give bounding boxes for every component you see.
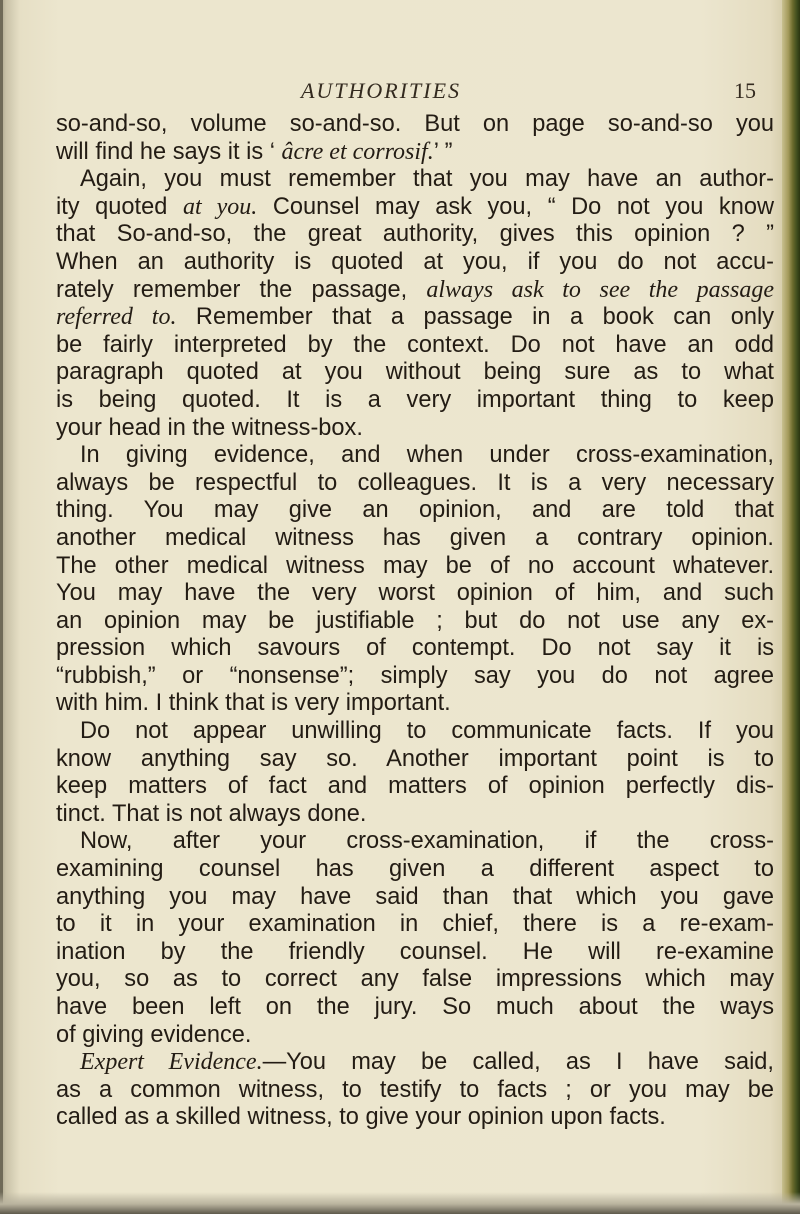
text-run: Do not appear unwilling to communicate facts. If you	[80, 718, 774, 745]
text-line	[56, 828, 774, 856]
italic-text: always ask to see the passage	[426, 276, 774, 303]
text-run: called as a skilled witness, to give your opinion upon facts.	[56, 1104, 666, 1131]
text-run: paragraph quoted at you without being sure as to what	[56, 359, 774, 386]
text-line	[56, 663, 774, 691]
text-line	[56, 1104, 774, 1132]
text-run: ination by the friendly counsel. He will re-examine	[56, 938, 774, 965]
text-run: know anything say so. Another important point is to	[56, 745, 774, 772]
text-line	[56, 221, 774, 249]
text-run: “rubbish,” or “nonsense”; simply say you do not agree	[56, 662, 774, 689]
page-left-edge	[0, 0, 3, 1214]
text-line	[56, 470, 774, 498]
running-head-title: AUTHORITIES	[300, 78, 462, 103]
text-line	[56, 939, 774, 967]
text-line	[56, 994, 774, 1022]
text-run: —You may be called, as I have said,	[262, 1049, 774, 1076]
text-run: always be respectful to colleagues. It is a very necessary	[56, 469, 774, 496]
text-run: to it in your examination in chief, there is a re-exam-	[56, 911, 774, 938]
text-line	[56, 746, 774, 774]
text-run: Counsel may ask you, “ Do not you know	[257, 193, 774, 220]
text-line	[56, 194, 774, 222]
italic-text: âcre et corrosif.	[281, 138, 434, 165]
text-run: Again, you must remember that you may have an author-	[80, 166, 774, 193]
text-run: You may have the very worst opinion of him, and such	[56, 580, 774, 607]
text-run: have been left on the jury. So much about the ways	[56, 994, 774, 1020]
text-line	[56, 773, 774, 801]
text-run: be fairly interpreted by the context. Do not have an odd	[56, 331, 774, 358]
text-run: ’ ”	[433, 138, 453, 165]
text-run: anything you may have said than that which you gave	[56, 883, 774, 910]
text-line	[56, 111, 774, 139]
text-line	[56, 690, 774, 718]
text-line	[56, 277, 774, 305]
text-run: In giving evidence, and when under cross-examination,	[80, 442, 774, 469]
italic-text: referred to.	[56, 304, 177, 331]
text-line	[56, 580, 774, 608]
text-line	[56, 1022, 774, 1050]
text-line	[56, 304, 774, 332]
text-line	[56, 525, 774, 553]
text-line	[56, 718, 774, 746]
book-spine-edge	[782, 0, 800, 1214]
text-line	[56, 884, 774, 912]
text-line	[56, 415, 774, 443]
text-line	[56, 966, 774, 994]
italic-text: at you.	[182, 193, 258, 220]
text-line	[56, 497, 774, 525]
text-run: you, so as to correct any false impressions which may	[56, 966, 774, 993]
text-run: keep matters of fact and matters of opinion perfectly dis-	[56, 773, 774, 800]
text-line	[56, 139, 774, 167]
text-run: is being quoted. It is a very important thing to keep	[56, 386, 774, 413]
text-run: thing. You may give an opinion, and are told that	[56, 497, 774, 524]
text-run: When an authority is quoted at you, if you do not accu-	[56, 248, 774, 275]
text-line	[56, 608, 774, 636]
text-line	[56, 911, 774, 939]
text-line	[56, 332, 774, 360]
text-run: tinct. That is not always done.	[56, 800, 367, 827]
text-run: an opinion may be justifiable ; but do not use any ex-	[56, 607, 774, 634]
text-line	[56, 635, 774, 663]
text-run: pression which savours of contempt. Do not say it is	[56, 635, 774, 662]
text-run: The other medical witness may be of no account whatever.	[56, 552, 774, 579]
text-line	[56, 1077, 774, 1105]
text-run: examining counsel has given a different aspect to	[56, 856, 774, 883]
text-line	[56, 359, 774, 387]
text-run: with him. I think that is very important.	[56, 690, 451, 717]
text-run: that So-and-so, the great authority, gives this opinion ? ”	[56, 221, 774, 248]
text-run: Remember that a passage in a book can only	[176, 304, 774, 331]
text-line	[56, 553, 774, 581]
italic-text: Expert Evidence.	[80, 1049, 263, 1076]
page-number: 15	[734, 78, 756, 103]
text-line	[56, 387, 774, 415]
page-bottom-edge	[0, 1192, 800, 1214]
text-line	[56, 801, 774, 829]
text-line	[56, 249, 774, 277]
text-run: rately remember the passage,	[56, 276, 427, 303]
text-run: as a common witness, to testify to facts ; or you may be	[56, 1076, 774, 1103]
text-run: ity quoted	[56, 193, 183, 220]
body-text	[56, 111, 774, 1132]
text-run: Now, after your cross-examination, if the cross-	[80, 828, 774, 855]
text-run: of giving evidence.	[56, 1021, 252, 1048]
text-run: another medical witness has given a contrary opinion.	[56, 524, 774, 551]
running-head	[56, 78, 756, 108]
text-run: so-and-so, volume so-and-so. But on page so-and-so you	[56, 111, 774, 137]
text-run: will find he says it is ‘	[56, 138, 282, 165]
text-run: your head in the witness-box.	[56, 414, 363, 441]
text-line	[56, 1049, 774, 1077]
text-line	[56, 166, 774, 194]
text-line	[56, 442, 774, 470]
text-line	[56, 856, 774, 884]
